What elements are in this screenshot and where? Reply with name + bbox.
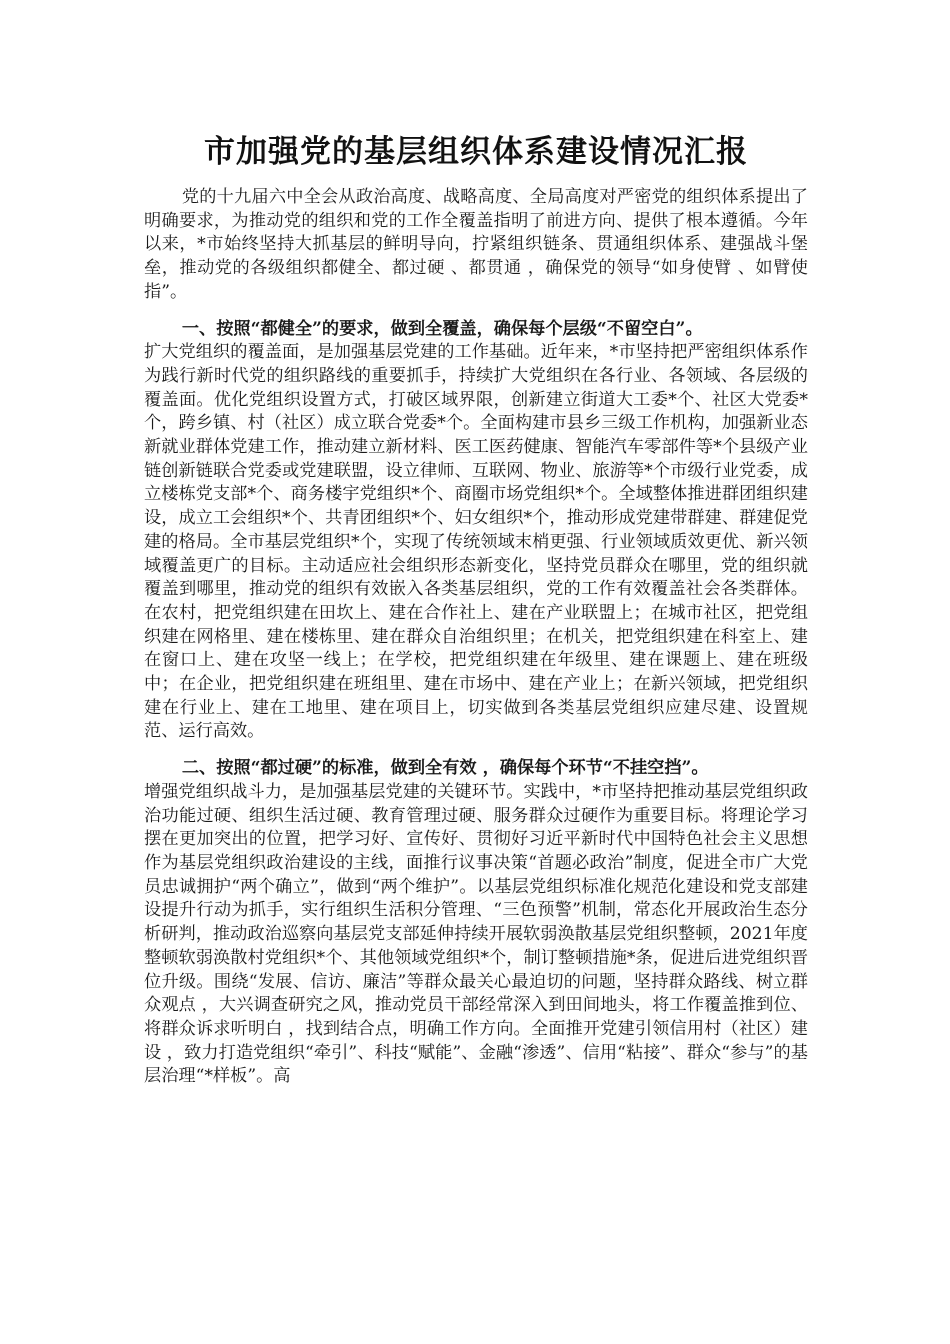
intro-paragraph: 党的十九届六中全会从政治高度、战略高度、全局高度对严密党的组织体系提出了明确要求，为推动党的组织和党的工作全覆盖指明了前进方向、提供了根本遵循。今年以来，*市始终坚持大抓基层的鲜明导向，拧紧组织链条、贯通组织体系、建强战斗堡垒，推动党的各级组织都健全、都过硬 、都贯通 ，确保党的领导“如身使臂 、如臂使指”。 [144,187,808,302]
document-page [144,128,808,1102]
section-2-heading: 二、按照“都过硬”的标准，做到全有效 ，确保每个环节“不挂空挡”。 [181,758,709,779]
section-2 [144,757,808,1089]
document-title: 市加强党的基层组织体系建设情况汇报 [204,134,748,170]
section-1-body: 扩大党组织的覆盖面，是加强基层党建的工作基础。近年来，*市坚持把严密组织体系作为践行新时代党的组织路线的重要抓手，持续扩大党组织在各行业、各领域、各层级的覆盖面。优化党组织设置方式，打破区域界限，创新建立街道大工委*个、社区大党委*个，跨乡镇、村（社区）成立联合党委*个。全面构建市县乡三级工作机构，加强新业态新就业群体党建工作，推动建立新材料、医工医药健康、智能汽车零部件等*个县级产业链创新链联合党委或党建联盟，设立律师、互联网、物业、旅游等*个市级行业党委，成立楼栋党支部*个、商务楼宇党组织*个、商圈市场党组织*个。全域整体推进群团组织建设，成立工会组织*个、共青团组织*个、妇女组织*个，推动形成党建带群建、群建促党建的格局。全市基层党组织*个，实现了传统领域末梢更强、行业领域质效更优、新兴领域覆盖更广的目标。主动适应社会组织形态新变化，坚持党员群众在哪里，党的组织就覆盖到哪里，推动党的组织有效嵌入各类基层组织，党的工作有效覆盖社会各类群体。在农村，把党组织建在田坎上、建在合作社上、建在产业联盟上；在城市社区，把党组织建在网格里、建在楼栋里、建在群众自治组织里；在机关，把党组织建在科室上、建在窗口上、建在攻坚一线上；在学校，把党组织建在年级里、建在课题上、建在班级中；在企业，把党组织建在班组里、建在市场中、建在产业上；在新兴领域，把党组织建在行业上、建在工地里、建在项目上，切实做到各类基层党组织应建尽建、设置规范、运行高效。 [144,342,808,742]
section-1 [144,318,808,745]
section-2-body: 增强党组织战斗力，是加强基层党建的关键环节。实践中，*市坚持把推动基层党组织政治功能过硬、组织生活过硬、教育管理过硬、服务群众过硬作为重要目标。将理论学习摆在更加突出的位置，把学习好、宣传好、贯彻好习近平新时代中国特色社会主义思想作为基层党组织政治建设的主线，面推行议事决策“首题必政治”制度，促进全市广大党员忠诚拥护“两个确立”，做到“两个维护”。以基层党组织标准化规范化建设和党支部建设提升行动为抓手，实行组织生活积分管理、“三色预警”机制，常态化开展政治生态分析研判，推动政治巡察向基层党支部延伸持续开展软弱涣散基层党组织整顿，2021年度整顿软弱涣散村党组织*个、其他领域党组织*个，制订整顿措施*条，促进后进党组织晋位升级。围绕“发展、信访、廉洁”等群众最关心最迫切的问题，坚持群众路线、树立群众观点 ，大兴调查研究之风，推动党员干部经常深入到田间地头，将工作覆盖推到位、将群众诉求听明白 ，找到结合点，明确工作方向。全面推开党建引领信用村（社区）建设 ，致力打造党组织“牵引”、科技“赋能”、金融“渗透”、信用“粘接”、群众“参与”的基层治理“*样板”。高 [144,781,808,1087]
section-1-heading: 一、按照“都健全”的要求，做到全覆盖，确保每个层级“不留空白”。 [181,318,703,339]
